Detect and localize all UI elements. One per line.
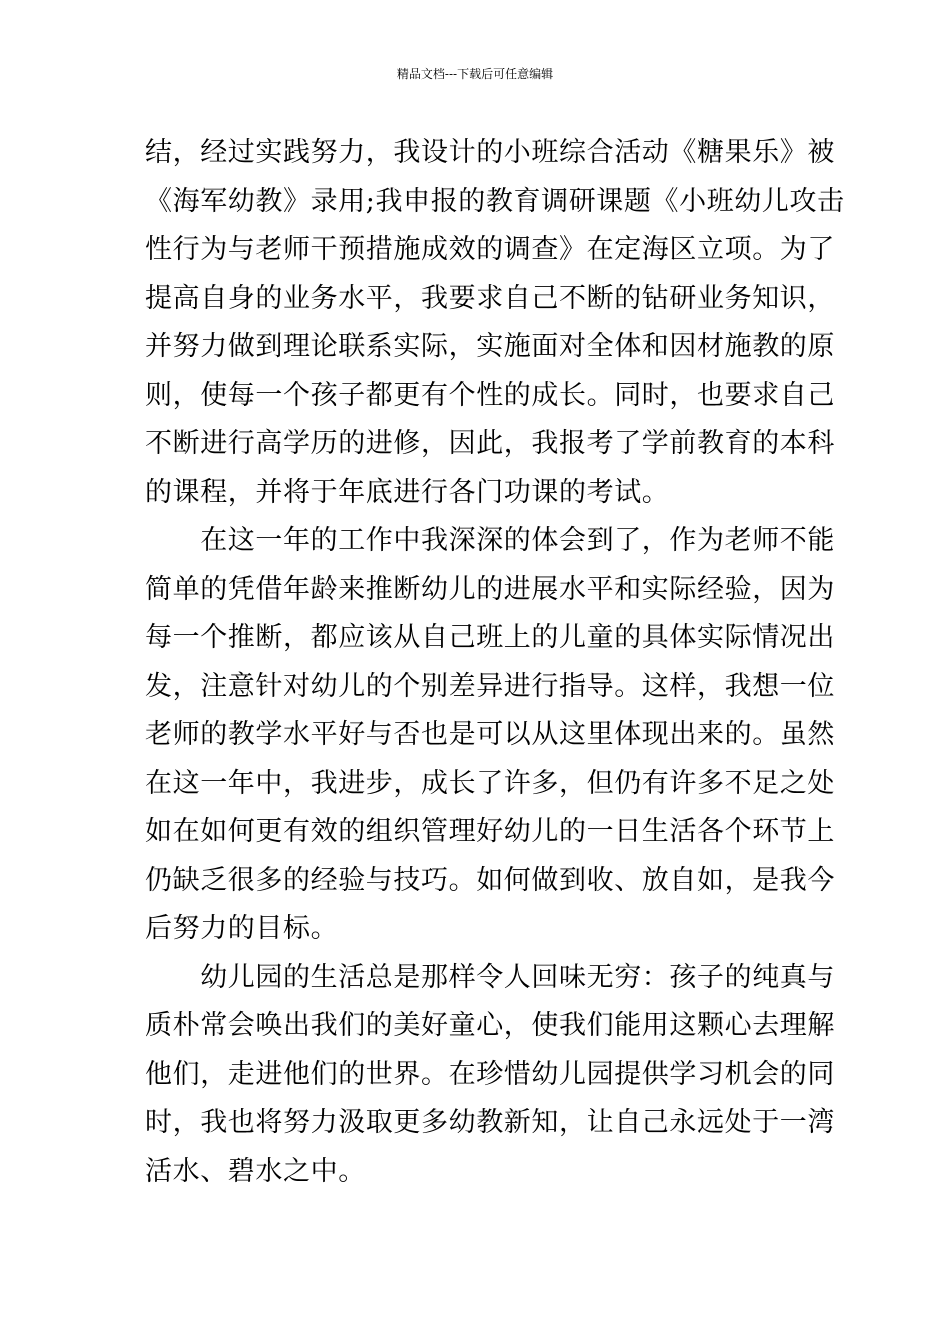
text-line: 时，我也将努力汲取更多幼教新知，让自己永远处于一湾	[145, 1107, 835, 1138]
page-header: 精品文档---下载后可任意编辑	[396, 67, 554, 81]
text-line: 活水、碧水之中。	[145, 1155, 366, 1187]
body-text	[145, 129, 845, 1196]
text-line: 《海军幼教》录用;我申报的教育调研课题《小班幼儿攻击	[145, 185, 845, 217]
text-line: 提高自身的业务水平，我要求自己不断的钻研业务知识，	[145, 282, 835, 314]
text-line: 仍缺乏很多的经验与技巧。如何做到收、放自如，是我今	[145, 864, 835, 896]
text-line: 在这一年中，我进步，成长了许多，但仍有许多不足之处	[145, 767, 835, 799]
text-line: 他们，走进他们的世界。在珍惜幼儿园提供学习机会的同	[145, 1058, 835, 1090]
text-line: 如在如何更有效的组织管理好幼儿的一日生活各个环节上	[145, 816, 835, 847]
text-line: 在这一年的工作中我深深的体会到了，作为老师不能	[145, 525, 835, 556]
text-line: 质朴常会唤出我们的美好童心，使我们能用这颗心去理解	[145, 1010, 835, 1041]
text-line: 每一个推断，都应该从自己班上的儿童的具体实际情况出	[145, 622, 835, 653]
text-line: 不断进行高学历的进修，因此，我报考了学前教育的本科	[145, 428, 835, 459]
text-line: 的课程，并将于年底进行各门功课的考试。	[145, 476, 670, 508]
text-line: 后努力的目标。	[145, 913, 339, 944]
text-line: 幼儿园的生活总是那样令人回味无穷：孩子的纯真与	[145, 961, 835, 993]
text-line: 简单的凭借年龄来推断幼儿的进展水平和实际经验，因为	[145, 573, 835, 605]
text-line: 老师的教学水平好与否也是可以从这里体现出来的。虽然	[145, 719, 835, 750]
text-line: 则，使每一个孩子都更有个性的成长。同时，也要求自己	[145, 379, 835, 411]
text-line: 性行为与老师干预措施成效的调查》在定海区立项。为了	[145, 234, 835, 265]
text-line: 发，注意针对幼儿的个别差异进行指导。这样，我想一位	[145, 670, 835, 702]
text-line: 并努力做到理论联系实际，实施面对全体和因材施教的原	[145, 331, 835, 362]
text-line: 结，经过实践努力，我设计的小班综合活动《糖果乐》被	[145, 137, 835, 168]
